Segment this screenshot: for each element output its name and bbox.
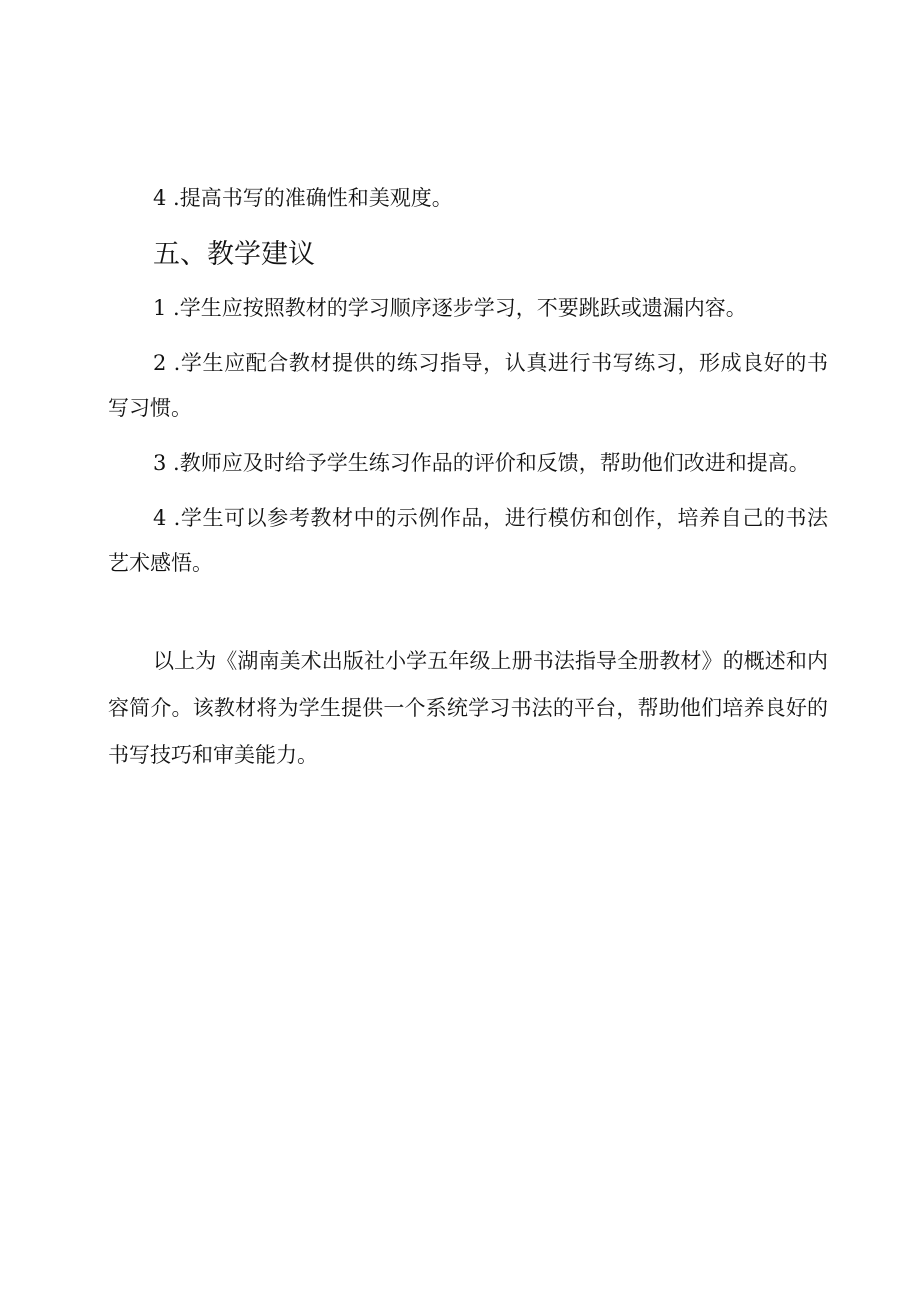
closing-paragraph: 以上为《湖南美术出版社小学五年级上册书法指导全册教材》的概述和内容简介。该教材将为学生提供一个系统学习书法的平台，帮助他们培养良好的书写技巧和审美能力。 — [108, 649, 828, 767]
list-item: 1 .学生应按照教材的学习顺序逐步学习，不要跳跃或遗漏内容。 — [153, 296, 747, 320]
list-item: 3 .教师应及时给予学生练习作品的评价和反馈，帮助他们改进和提高。 — [153, 451, 810, 475]
list-item: 4 .学生可以参考教材中的示例作品，进行模仿和创作，培养自己的书法艺术感悟。 — [108, 506, 828, 575]
document-body — [108, 176, 828, 779]
list-item: 2 .学生应配合教材提供的练习指导，认真进行书写练习，形成良好的书写习惯。 — [108, 351, 828, 420]
paragraph-spacer — [108, 596, 828, 638]
section-heading: 五、教学建议 — [153, 239, 315, 270]
previous-list-item: 4 .提高书写的准确性和美观度。 — [153, 186, 453, 210]
